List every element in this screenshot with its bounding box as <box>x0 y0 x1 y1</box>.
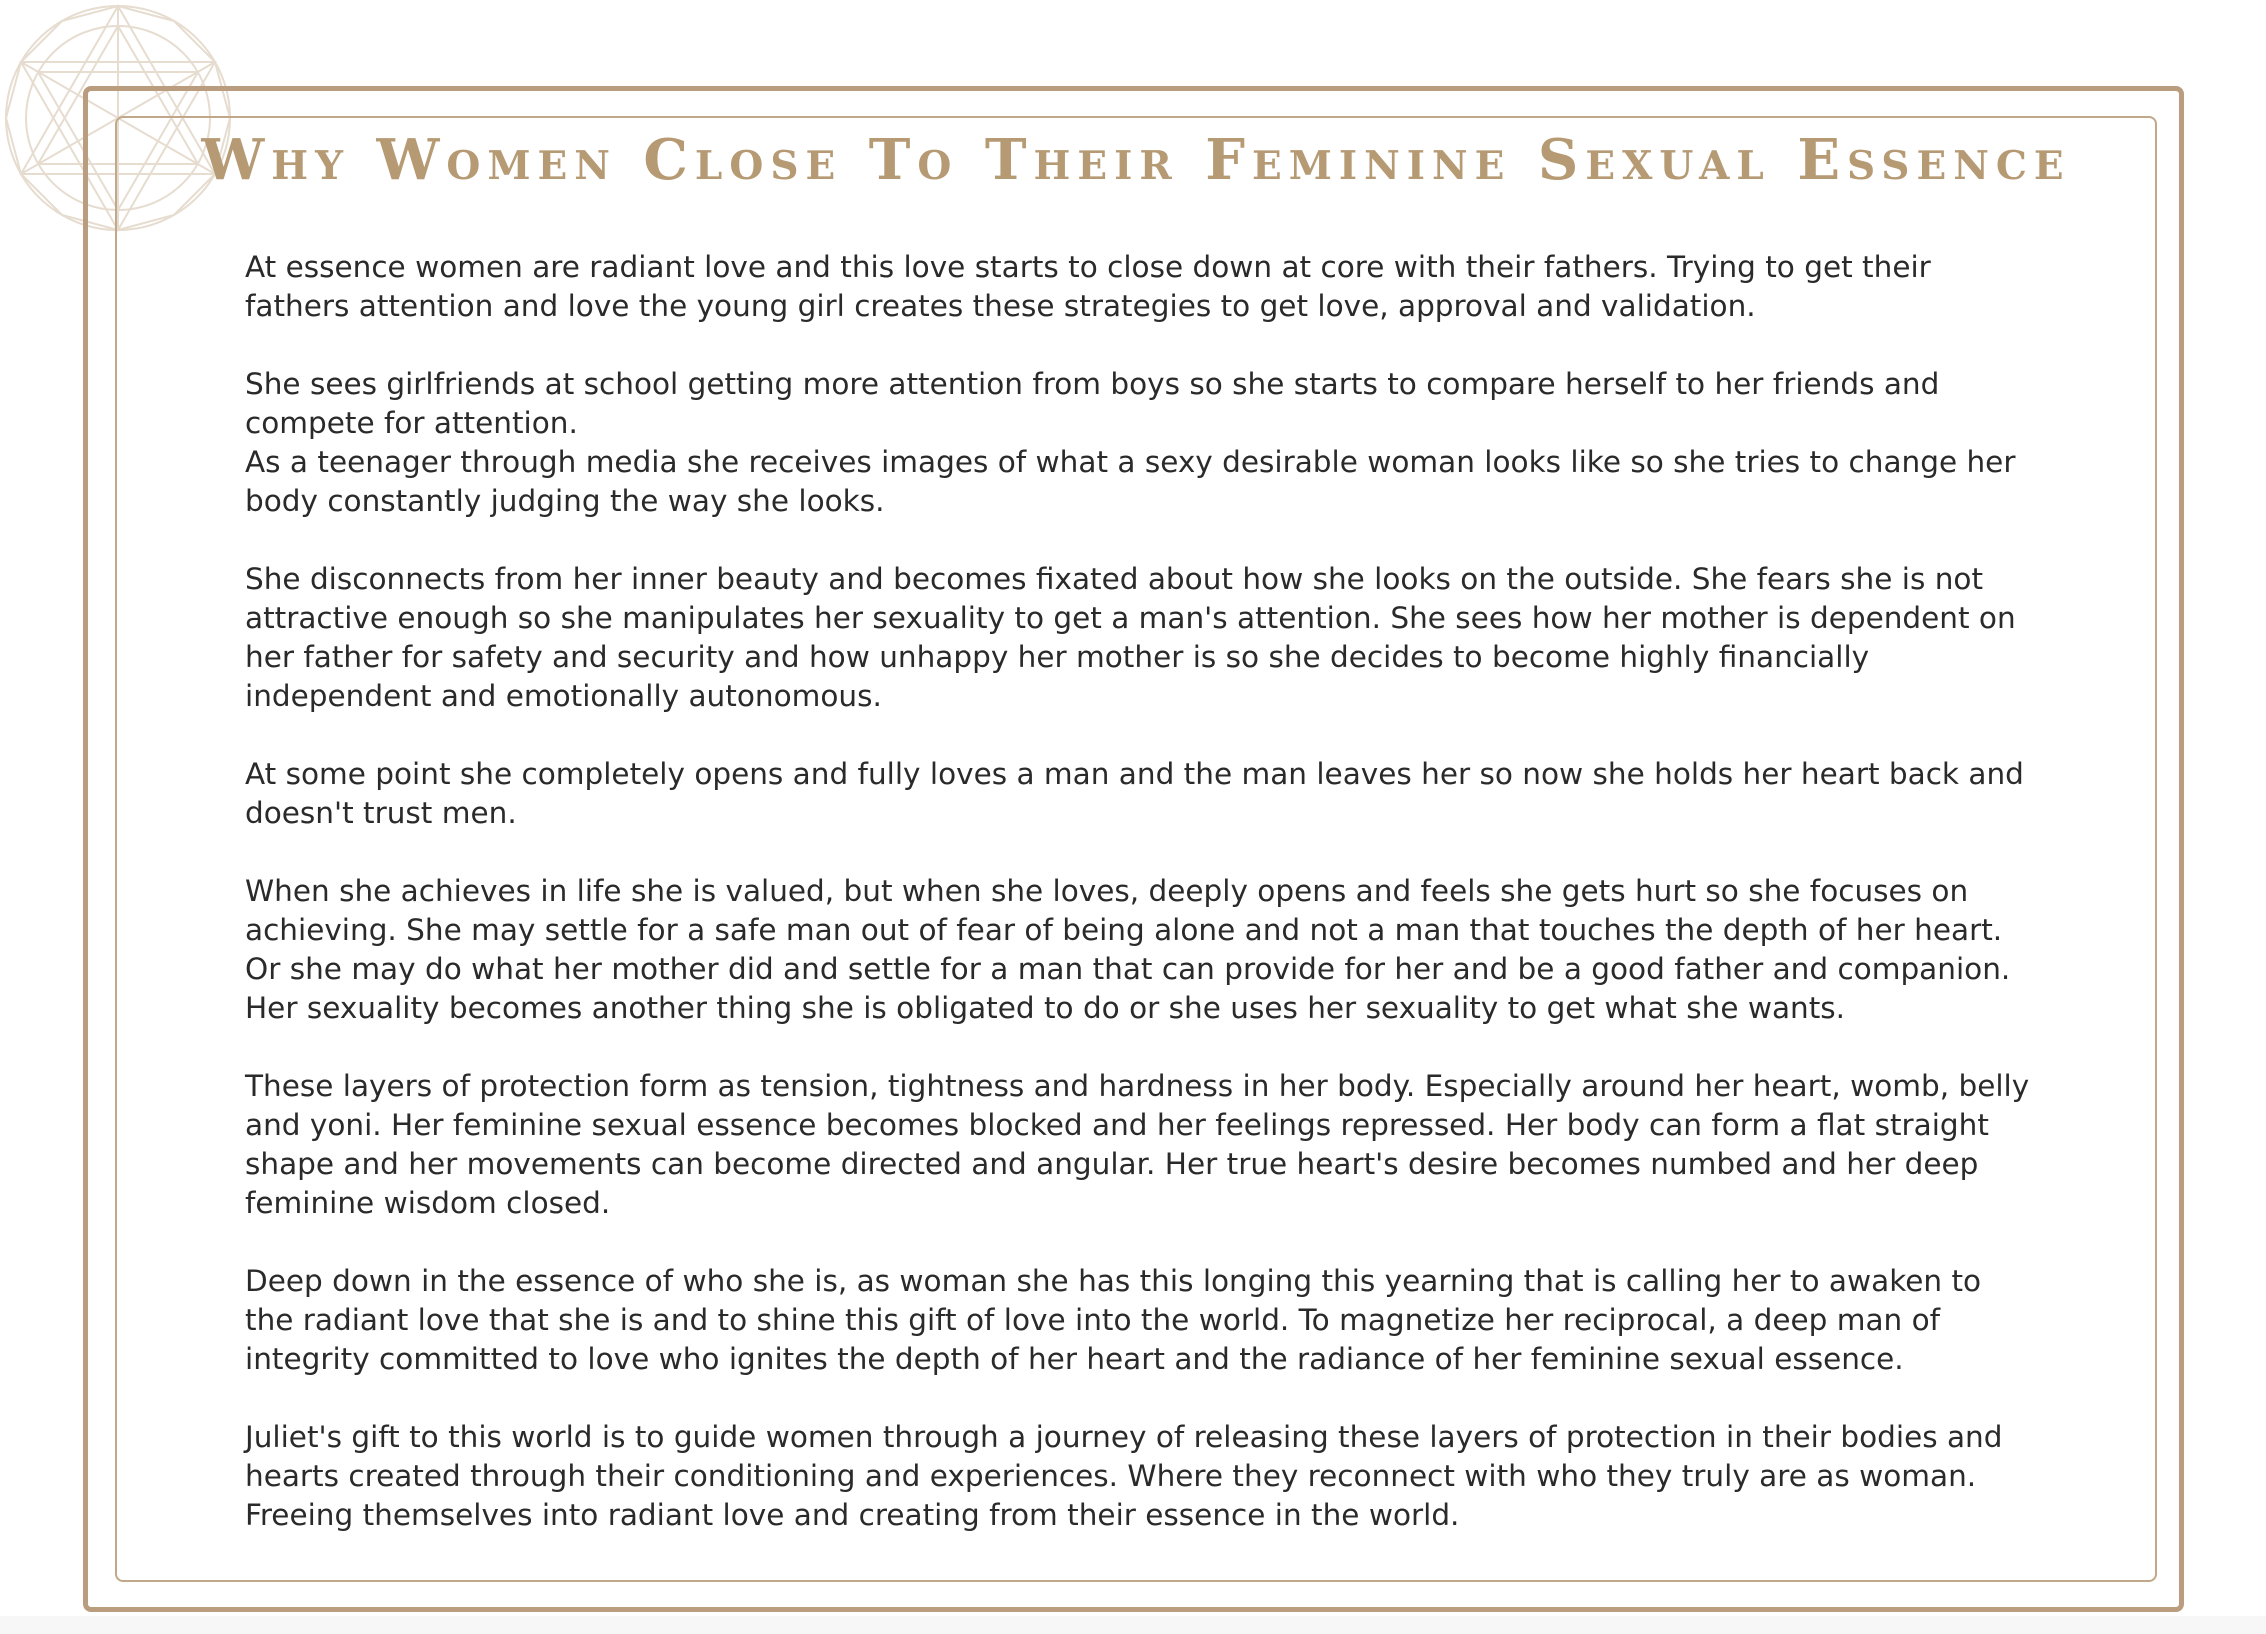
paragraph-protection: These layers of protection form as tension, tightness and hardness in her body. Especially around her heart, womb, belly and yoni. Her feminine sexual essence becomes blocked and her feelings repressed. Her body can form a flat straight shape and her movements can become directed and angular. Her true heart's desire becomes numbed and her deep feminine wisdom closed. <box>245 1069 2030 1220</box>
paragraph-girlfriends: She sees girlfriends at school getting more attention from boys so she starts to compare herself to her friends and compete for attention. <box>245 367 1940 440</box>
paragraph-juliet-gift: Juliet's gift to this world is to guide women through a journey of releasing these layers of protection in their bodies and hearts created through their conditioning and experiences. Where they reconnect with who they truly are as woman. Freeing themselves into radiant love and creating from their essence in the world. <box>245 1420 2003 1532</box>
paragraph-trust: At some point she completely opens and fully loves a man and the man leaves her so now she holds her heart back and doesn't trust men. <box>245 757 2024 830</box>
article-body <box>245 248 2030 1574</box>
paragraph-achieving: When she achieves in life she is valued, but when she loves, deeply opens and feels she gets hurt so she focuses on achieving. She may settle for a safe man out of fear of being alone and not a man that touches the depth of her heart. Or she may do what her mother did and settle for a man that can provide for her and be a good father and companion. Her sexuality becomes another thing she is obligated to do or she uses her sexuality to get what she wants. <box>245 874 2011 1025</box>
paragraph-teenager: As a teenager through media she receives images of what a sexy desirable woman looks like so she tries to change her body constantly judging the way she looks. <box>245 445 2016 518</box>
paragraph-fathers: At essence women are radiant love and this love starts to close down at core with their fathers. Trying to get their fathers attention and love the young girl creates these strategies to get love, approval and validation. <box>245 250 1931 323</box>
paragraph-essence: Deep down in the essence of who she is, as woman she has this longing this yearning that is calling her to awaken to the radiant love that she is and to shine this gift of love into the world. To magnetize her reciprocal, a deep man of integrity committed to love who ignites the depth of her heart and the radiance of her feminine sexual essence. <box>245 1264 1982 1376</box>
paragraph-inner-beauty: She disconnects from her inner beauty and becomes fixated about how she looks on the outside. She fears she is not attractive enough so she manipulates her sexuality to get a man's attention. She sees how her mother is dependent on her father for safety and security and how unhappy her mother is so she decides to become highly financially independent and emotionally autonomous. <box>245 562 2016 713</box>
page-title: Why Women Close To Their Feminine Sexual Essence <box>201 127 2071 193</box>
page-bottom-band <box>0 1616 2266 1634</box>
